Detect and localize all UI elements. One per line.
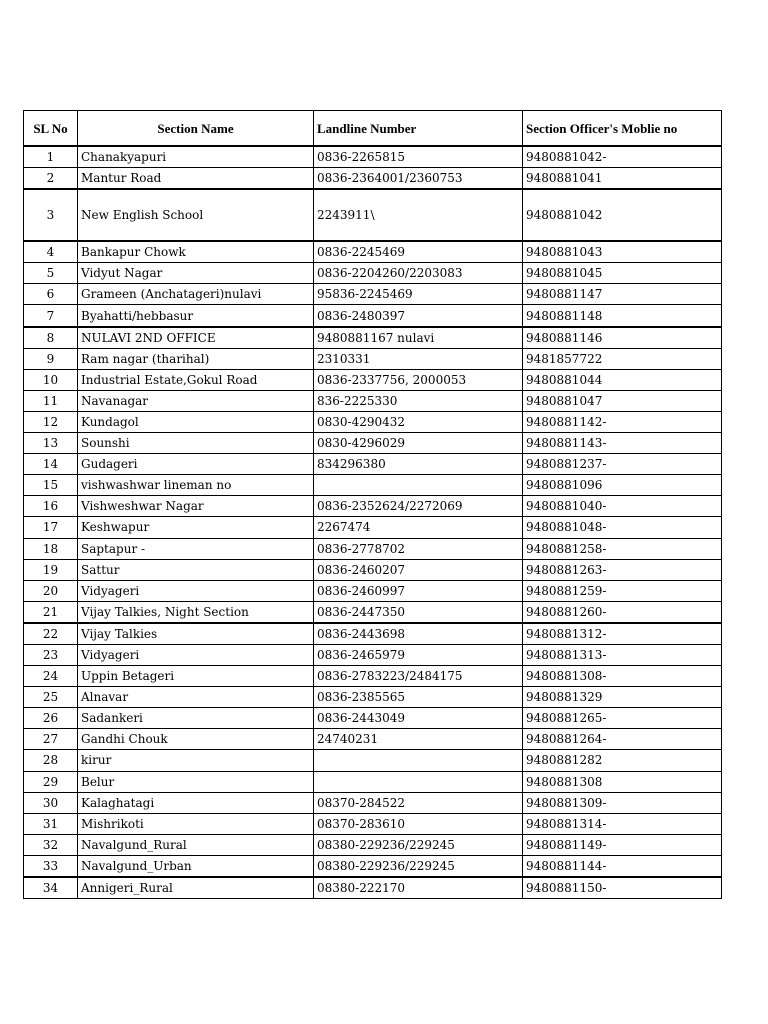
mobile-cell: 9480881258-: [523, 538, 722, 559]
sl-no-cell: 13: [24, 433, 78, 454]
sl-no-cell: 25: [24, 687, 78, 708]
landline-cell: 834296380: [314, 454, 523, 475]
table-row: [24, 623, 722, 645]
table-row: [24, 708, 722, 729]
sl-no-cell: 21: [24, 601, 78, 623]
sl-no-cell: 27: [24, 729, 78, 750]
sl-no-cell: 28: [24, 750, 78, 771]
table-row: [24, 369, 722, 390]
section-name-cell: Bankapur Chowk: [78, 241, 314, 263]
sl-no-cell: 10: [24, 369, 78, 390]
mobile-cell: 9480881041: [523, 168, 722, 190]
landline-cell: 0836-2447350: [314, 601, 523, 623]
section-name-cell: Vidyageri: [78, 580, 314, 601]
mobile-cell: 9480881040-: [523, 496, 722, 517]
mobile-cell: 9480881329: [523, 687, 722, 708]
sl-no-cell: 8: [24, 327, 78, 349]
table-row: [24, 644, 722, 665]
mobile-cell: 9480881264-: [523, 729, 722, 750]
sl-no-cell: 5: [24, 263, 78, 284]
landline-cell: 2310331: [314, 348, 523, 369]
sl-no-cell: 30: [24, 792, 78, 813]
mobile-cell: 9480881048-: [523, 517, 722, 538]
mobile-cell: 9480881308: [523, 771, 722, 792]
sl-no-cell: 4: [24, 241, 78, 263]
section-name-cell: Mishrikoti: [78, 813, 314, 834]
table-row: [24, 433, 722, 454]
section-name-cell: Industrial Estate,Gokul Road: [78, 369, 314, 390]
section-name-cell: Sattur: [78, 559, 314, 580]
mobile-cell: 9480881147: [523, 284, 722, 305]
table-row: [24, 146, 722, 168]
section-name-cell: Kalaghatagi: [78, 792, 314, 813]
mobile-cell: 9480881043: [523, 241, 722, 263]
mobile-cell: 9480881313-: [523, 644, 722, 665]
sl-no-cell: 19: [24, 559, 78, 580]
landline-cell: 0836-2265815: [314, 146, 523, 168]
landline-cell: [314, 750, 523, 771]
landline-cell: 08370-283610: [314, 813, 523, 834]
section-name-cell: Navanagar: [78, 390, 314, 411]
table-row: [24, 771, 722, 792]
mobile-cell: 9481857722: [523, 348, 722, 369]
sl-no-cell: 23: [24, 644, 78, 665]
landline-cell: 0836-2778702: [314, 538, 523, 559]
table-row: [24, 729, 722, 750]
section-name-cell: Annigeri_Rural: [78, 877, 314, 899]
section-name-cell: Vijay Talkies: [78, 623, 314, 645]
section-name-cell: Belur: [78, 771, 314, 792]
sl-no-cell: 18: [24, 538, 78, 559]
landline-cell: 2267474: [314, 517, 523, 538]
section-name-cell: kirur: [78, 750, 314, 771]
mobile-cell: 9480881237-: [523, 454, 722, 475]
sl-no-cell: 11: [24, 390, 78, 411]
landline-cell: 08380-222170: [314, 877, 523, 899]
landline-cell: [314, 771, 523, 792]
mobile-cell: 9480881265-: [523, 708, 722, 729]
table-row: [24, 877, 722, 899]
sl-no-cell: 7: [24, 305, 78, 327]
section-name-cell: Mantur Road: [78, 168, 314, 190]
sl-no-cell: 15: [24, 475, 78, 496]
sl-no-cell: 26: [24, 708, 78, 729]
sl-no-cell: 31: [24, 813, 78, 834]
mobile-cell: 9480881309-: [523, 792, 722, 813]
section-name-cell: Vishweshwar Nagar: [78, 496, 314, 517]
landline-cell: 0836-2465979: [314, 644, 523, 665]
sl-no-cell: 6: [24, 284, 78, 305]
landline-cell: 0830-4290432: [314, 411, 523, 432]
mobile-cell: 9480881282: [523, 750, 722, 771]
contact-sheet: [23, 110, 722, 899]
mobile-cell: 9480881143-: [523, 433, 722, 454]
section-name-cell: New English School: [78, 189, 314, 241]
officer-mobile-header: Section Officer's Moblie no: [523, 111, 722, 147]
sl-no-cell: 33: [24, 855, 78, 877]
sl-no-cell: 3: [24, 189, 78, 241]
landline-cell: [314, 475, 523, 496]
section-name-cell: Uppin Betageri: [78, 666, 314, 687]
table-row: [24, 305, 722, 327]
section-name-header: Section Name: [78, 111, 314, 147]
section-name-cell: Vidyageri: [78, 644, 314, 665]
landline-cell: 836-2225330: [314, 390, 523, 411]
section-name-cell: Saptapur -: [78, 538, 314, 559]
table-row: [24, 327, 722, 349]
sl-no-cell: 34: [24, 877, 78, 899]
mobile-cell: 9480881042: [523, 189, 722, 241]
table-row: [24, 411, 722, 432]
landline-cell: 0836-2480397: [314, 305, 523, 327]
mobile-cell: 9480881312-: [523, 623, 722, 645]
sl-no-cell: 16: [24, 496, 78, 517]
section-name-cell: Gudageri: [78, 454, 314, 475]
mobile-cell: 9480881144-: [523, 855, 722, 877]
section-name-cell: Keshwapur: [78, 517, 314, 538]
sl-no-cell: 1: [24, 146, 78, 168]
landline-cell: 2243911\: [314, 189, 523, 241]
landline-cell: 0836-2443698: [314, 623, 523, 645]
mobile-cell: 9480881149-: [523, 834, 722, 855]
section-contact-table: [23, 110, 722, 899]
section-name-cell: Alnavar: [78, 687, 314, 708]
section-name-cell: NULAVI 2ND OFFICE: [78, 327, 314, 349]
section-name-cell: Sadankeri: [78, 708, 314, 729]
table-row: [24, 168, 722, 190]
mobile-cell: 9480881042-: [523, 146, 722, 168]
landline-cell: 0830-4296029: [314, 433, 523, 454]
table-row: [24, 517, 722, 538]
mobile-cell: 9480881045: [523, 263, 722, 284]
section-name-cell: Navalgund_Rural: [78, 834, 314, 855]
sl-no-header: SL No: [24, 111, 78, 147]
section-name-cell: Grameen (Anchatageri)nulavi: [78, 284, 314, 305]
table-row: [24, 263, 722, 284]
mobile-cell: 9480881263-: [523, 559, 722, 580]
landline-number-header: Landline Number: [314, 111, 523, 147]
sl-no-cell: 29: [24, 771, 78, 792]
section-name-cell: Sounshi: [78, 433, 314, 454]
table-row: [24, 390, 722, 411]
mobile-cell: 9480881260-: [523, 601, 722, 623]
section-name-cell: Ram nagar (tharihal): [78, 348, 314, 369]
table-row: [24, 189, 722, 241]
table-row: [24, 666, 722, 687]
sl-no-cell: 9: [24, 348, 78, 369]
table-row: [24, 475, 722, 496]
mobile-cell: 9480881044: [523, 369, 722, 390]
table-row: [24, 834, 722, 855]
landline-cell: 0836-2460997: [314, 580, 523, 601]
landline-cell: 0836-2204260/2203083: [314, 263, 523, 284]
landline-cell: 0836-2443049: [314, 708, 523, 729]
table-row: [24, 792, 722, 813]
sl-no-cell: 12: [24, 411, 78, 432]
sl-no-cell: 24: [24, 666, 78, 687]
landline-cell: 08380-229236/229245: [314, 855, 523, 877]
table-row: [24, 580, 722, 601]
mobile-cell: 9480881308-: [523, 666, 722, 687]
mobile-cell: 9480881047: [523, 390, 722, 411]
sl-no-cell: 17: [24, 517, 78, 538]
mobile-cell: 9480881146: [523, 327, 722, 349]
table-row: [24, 855, 722, 877]
table-row: [24, 538, 722, 559]
mobile-cell: 9480881142-: [523, 411, 722, 432]
landline-cell: 0836-2460207: [314, 559, 523, 580]
section-name-cell: Chanakyapuri: [78, 146, 314, 168]
landline-cell: 0836-2364001/2360753: [314, 168, 523, 190]
landline-cell: 0836-2337756, 2000053: [314, 369, 523, 390]
sl-no-cell: 20: [24, 580, 78, 601]
section-name-cell: Gandhi Chouk: [78, 729, 314, 750]
mobile-cell: 9480881148: [523, 305, 722, 327]
landline-cell: 95836-2245469: [314, 284, 523, 305]
landline-cell: 0836-2245469: [314, 241, 523, 263]
landline-cell: 08380-229236/229245: [314, 834, 523, 855]
section-name-cell: Vidyut Nagar: [78, 263, 314, 284]
landline-cell: 9480881167 nulavi: [314, 327, 523, 349]
mobile-cell: 9480881096: [523, 475, 722, 496]
sl-no-cell: 22: [24, 623, 78, 645]
landline-cell: 0836-2783223/2484175: [314, 666, 523, 687]
landline-cell: 0836-2352624/2272069: [314, 496, 523, 517]
mobile-cell: 9480881259-: [523, 580, 722, 601]
sl-no-cell: 14: [24, 454, 78, 475]
landline-cell: 24740231: [314, 729, 523, 750]
sl-no-cell: 2: [24, 168, 78, 190]
table-row: [24, 750, 722, 771]
section-name-cell: Byahatti/hebbasur: [78, 305, 314, 327]
table-row: [24, 813, 722, 834]
mobile-cell: 9480881150-: [523, 877, 722, 899]
table-row: [24, 559, 722, 580]
landline-cell: 08370-284522: [314, 792, 523, 813]
table-row: [24, 454, 722, 475]
table-row: [24, 496, 722, 517]
table-row: [24, 348, 722, 369]
landline-cell: 0836-2385565: [314, 687, 523, 708]
section-name-cell: Vijay Talkies, Night Section: [78, 601, 314, 623]
header-row: [24, 111, 722, 147]
mobile-cell: 9480881314-: [523, 813, 722, 834]
section-name-cell: Navalgund_Urban: [78, 855, 314, 877]
section-name-cell: Kundagol: [78, 411, 314, 432]
table-row: [24, 601, 722, 623]
table-row: [24, 687, 722, 708]
table-row: [24, 241, 722, 263]
section-name-cell: vishwashwar lineman no: [78, 475, 314, 496]
table-row: [24, 284, 722, 305]
sl-no-cell: 32: [24, 834, 78, 855]
